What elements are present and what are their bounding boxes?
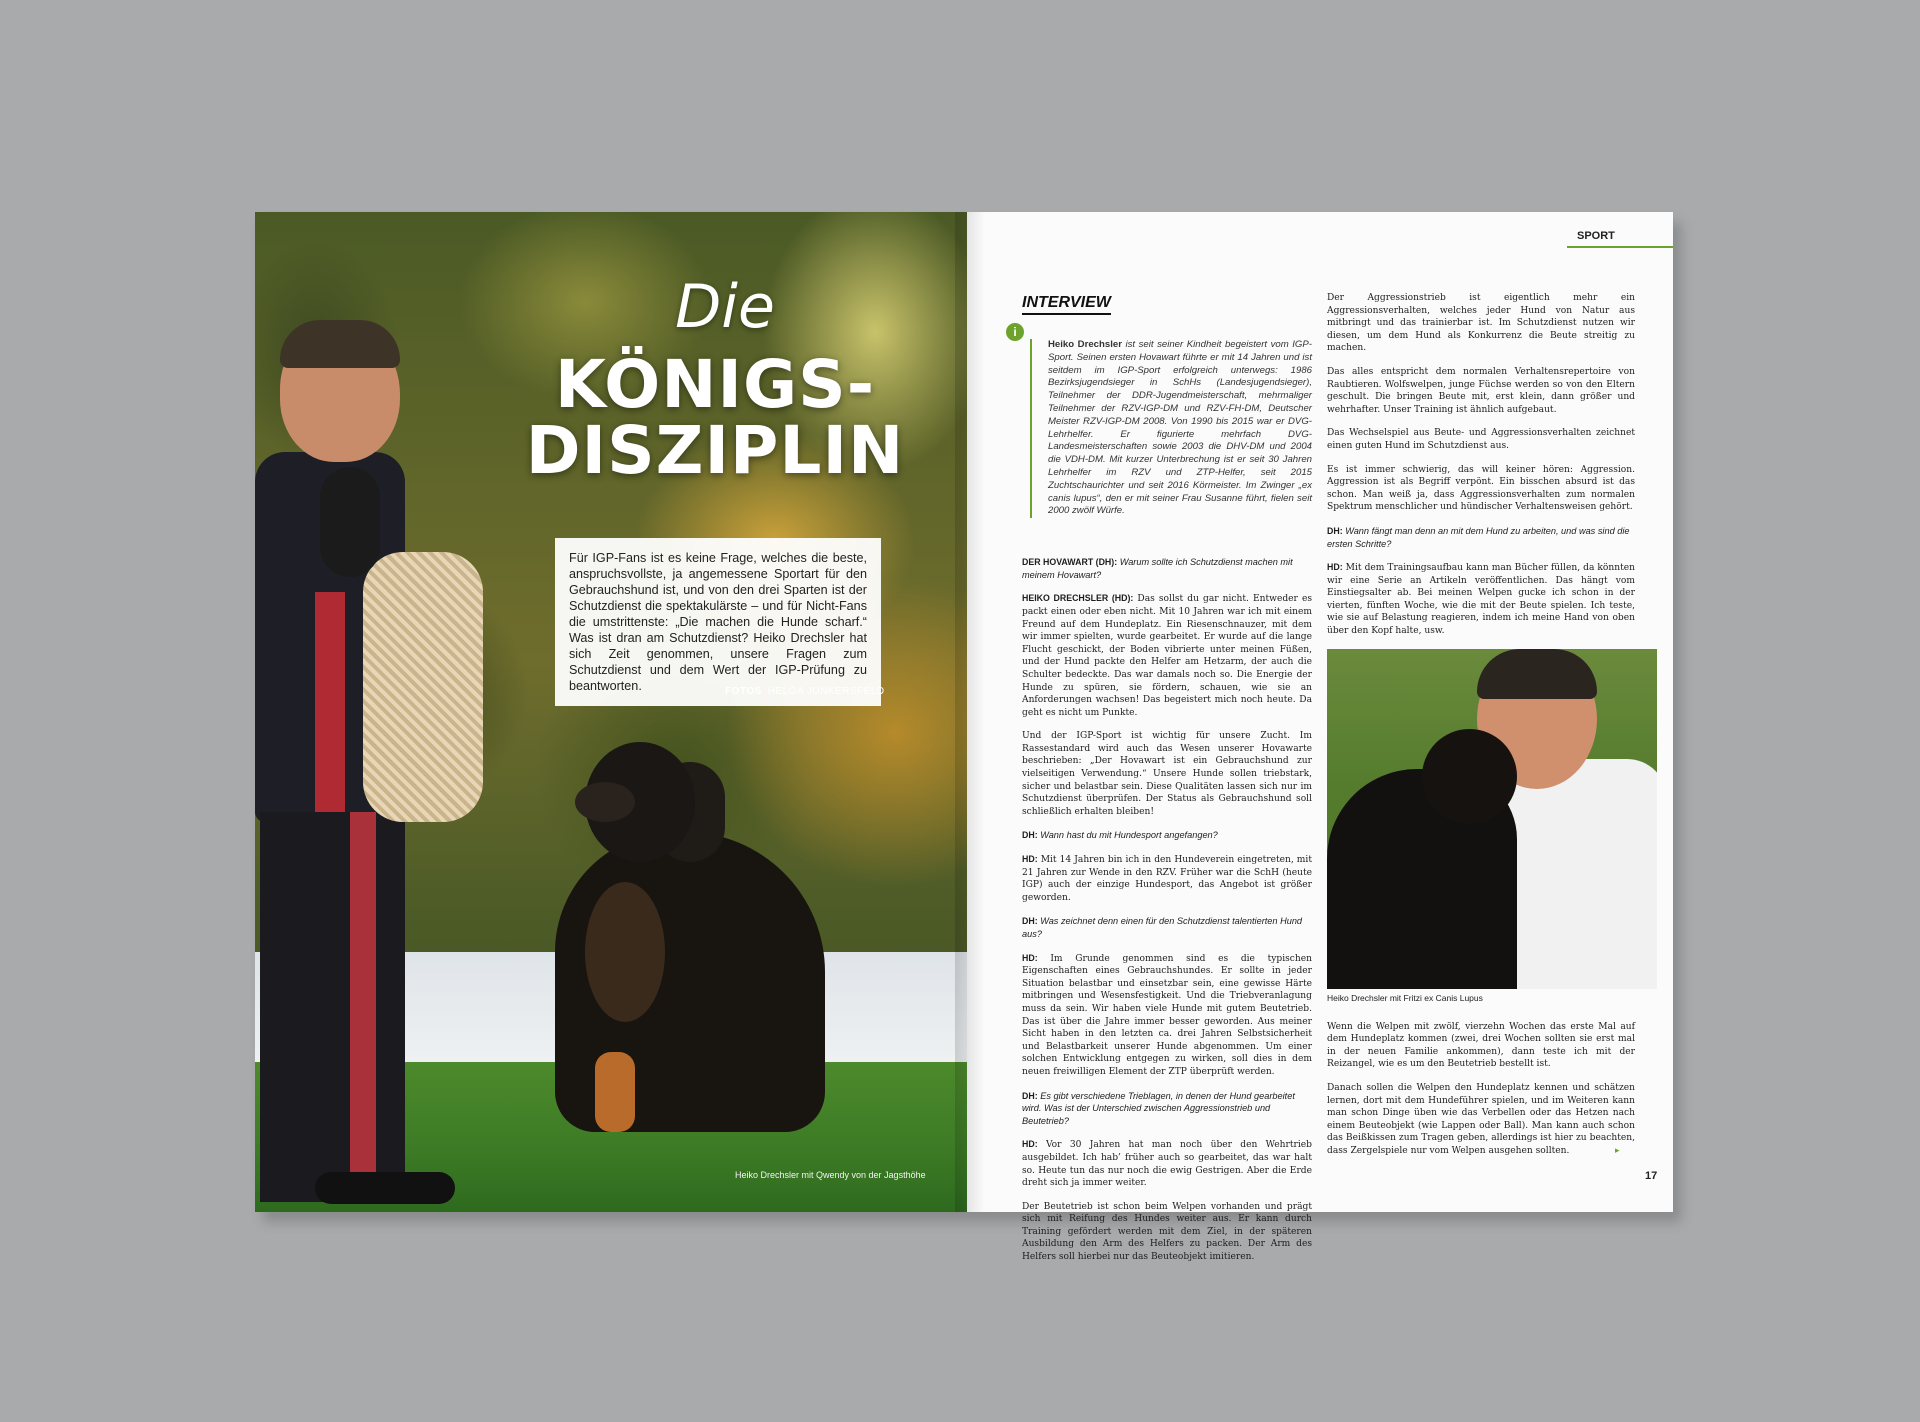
- question-5: [1327, 525, 1635, 550]
- question-1: [1022, 556, 1312, 581]
- dog-leg: [595, 1052, 635, 1132]
- trainer-figure: [255, 312, 485, 1172]
- photo-caption-right: Heiko Drechsler mit Fritzi ex Canis Lupus: [1327, 992, 1483, 1003]
- section-label: SPORT: [1577, 230, 1615, 242]
- paragraph: Wenn die Welpen mit zwölf, vierzehn Wochen das erste Mal auf dem Hundeplatz kommen (zwei, drei Wochen sollten sie erst mal in der neuen Familie ankommen), dann teste ich mit der Reizangel, wie es um den Beutetrieb bestellt ist.: [1327, 1021, 1635, 1070]
- photo-caption-left: Heiko Drechsler mit Qwendy von der Jagsthöhe: [735, 1170, 926, 1180]
- bio-text: [1048, 339, 1312, 518]
- question-4: [1022, 1090, 1312, 1128]
- bite-sleeve: [363, 552, 483, 822]
- speaker: HD:: [1327, 562, 1343, 573]
- answer-4: [1022, 1138, 1312, 1189]
- answer-1: [1022, 592, 1312, 719]
- interview-photo: [1327, 649, 1657, 989]
- answer-text: Mit 14 Jahren bin ich in den Hundeverein eingetreten, mit 21 Jahren zur Wende in den RZV. Früher war die SchH (heute IGP) auch der einzige Hundesport, das Angebot ist größer geworden.: [1022, 855, 1312, 903]
- answer-5: [1327, 561, 1635, 638]
- speaker: DH:: [1327, 525, 1343, 536]
- question-2: [1022, 829, 1312, 842]
- trainer-shoe: [315, 1172, 455, 1204]
- speaker: DER HOVAWART (DH):: [1022, 557, 1118, 568]
- question-text: Wann fängt man denn an mit dem Hund zu arbeiten, und was sind die ersten Schritte?: [1327, 525, 1630, 549]
- page-gutter: [955, 212, 985, 1212]
- info-box: [1013, 325, 1312, 518]
- interview-heading: INTERVIEW: [1022, 294, 1111, 315]
- answer-3: [1022, 952, 1312, 1079]
- paragraph: Der Aggressionstrieb ist eigentlich mehr ein Aggressionsverhalten, welches jeder Hund von Natur aus mitbringt und das trainierbar ist. Im Schutzdienst nutzen wir diesen, um dem Hund als Konkurrenz die Beute streitig zu machen.: [1327, 293, 1635, 354]
- left-page-photo: [255, 212, 967, 1212]
- speaker: HEIKO DRECHSLER (HD):: [1022, 593, 1134, 604]
- speaker: HD:: [1022, 854, 1038, 865]
- info-icon: i: [1006, 323, 1024, 341]
- paragraph: Der Beutetrieb ist schon beim Welpen vorhanden und prägt sich mit Reifung des Hundes weiter aus. Er kann durch Training gefördert werden mit dem Ziel, in der späteren Ausbildung den Arm des Helfers zu packen. Der Arm des Helfers soll hierbei nur das Beuteobjekt imitieren.: [1022, 1201, 1312, 1263]
- answer-text: Im Grunde genommen sind es die typischen Eigenschaften eines Gebrauchshundes. Er sollte in jeder Situation belastbar und einsetzbar sein, eine gewisse Härte mitbringen und Wesensfestigkeit. Und die Triebveranlagung muss da sein. Wir haben viele Hunde mit gutem Beutetrieb. Das ist über die Jahre immer besser geworden. Aus meiner Sicht haben in den letzten ca. drei Jahren Selbstsicherheit und Belastbarkeit unserer Hunde abgenommen. Um einer solchen Entwicklung entgegen zu wirken, soll dies in dem neuen freiwilligen Element der ZTP überprüft werden.: [1022, 953, 1312, 1077]
- page-title: [465, 346, 965, 489]
- question-text: Warum sollte ich Schutzdienst machen mit meinem Hovawart?: [1022, 557, 1293, 580]
- bite-pad: [320, 467, 380, 577]
- section-rule: [1567, 246, 1673, 248]
- vest-stripe: [315, 592, 345, 832]
- bio-name: Heiko Drechsler: [1048, 339, 1122, 350]
- question-3: [1022, 915, 1312, 940]
- speaker: HD:: [1022, 952, 1038, 963]
- text-column-1: [1013, 292, 1312, 1275]
- page-number: 17: [1645, 1170, 1658, 1182]
- answer-text: Das sollst du gar nicht. Entweder es packt einen oder eben nicht. Mit 10 Jahren war ich mit einem Freund auf dem Hundeplatz. Ein Riesenschnauzer, mit dem wir immer spielten, wurde gearbeitet. Er wurde auf die lange Flucht geschickt, der Boden vibrierte unter meinen Füßen, und der Hund packte den Helfer am Hetzarm, der auch die Schulter bedeckte. Das war damals noch so. Die Energie der Hunde zu spüren, sie fördern, schauen, wie sie an Anforderungen wachsen! Das begeistert mich noch heute. Da geht es nicht um Punkte.: [1022, 594, 1312, 718]
- answer-text: Mit dem Trainingsaufbau kann man Bücher füllen, da könnten wir eine Serie an Artikeln veröffentlichen. Das hängt vom Einstiegsalter ab. Bei meinen Welpen gucke ich schon in der vierten, fünften Woche, wie die mit der Beute spielen. Ich teste, wie sie auf Belastung reagieren, indem ich meine Hand von oben über den Kopf halte, usw.: [1327, 563, 1635, 637]
- trainer-pants: [260, 812, 405, 1202]
- answer-text: Vor 30 Jahren hat man noch über den Wehrtrieb ausgebildet. Ich hab’ früher auch so gearbeitet, das war halt so. Heute tun das nur noch die ewig Gestrigen. Aber die Erde dreht sich ja immer weiter.: [1022, 1140, 1312, 1189]
- dog-snout: [575, 782, 635, 822]
- question-text: Wann hast du mit Hundesport angefangen?: [1037, 830, 1218, 841]
- dog-chest: [585, 882, 665, 1022]
- pants-stripe: [350, 812, 376, 1202]
- photo-man-hair: [1477, 649, 1597, 699]
- hovawart-dog: [555, 722, 835, 1122]
- speaker: DH:: [1022, 916, 1038, 927]
- magazine-spread: [255, 212, 1673, 1263]
- paragraph: Und der IGP-Sport ist wichtig für unsere Zucht. Im Rassestandard wird auch das Wesen unserer Hovawarte beschrieben: „Der Hovawart ist ein Gebrauchshund zur vielseitigen Verwendung.“ Unsere Hunde sollen triebstark, sicher und belastbar sein. Diese Qualitäten lassen sich nur im Schutzdienst überprüfen. Der Status als Gebrauchshund soll schließlich erhalten bleiben!: [1022, 731, 1312, 817]
- title-line-1: KÖNIGS-: [554, 346, 876, 423]
- question-text: Es gibt verschiedene Trieblagen, in denen der Hund gearbeitet wird. Was ist der Unterschied zwischen Aggressionstrieb und Beutetrieb?: [1022, 1090, 1295, 1126]
- speaker: DH:: [1022, 830, 1038, 841]
- credit-name: HELGA JUNKERSFELD: [767, 686, 885, 697]
- text-column-2: [1327, 292, 1635, 1169]
- paragraph: Das alles entspricht dem normalen Verhaltensrepertoire von Raubtieren. Wolfswelpen, junge Füchse werden so von den Eltern geschult. Die bringen Beute mit, erst klein, dann größer und wehrhafter. Unser Training ist ähnlich aufgebaut.: [1327, 366, 1635, 415]
- answer-2: [1022, 853, 1312, 904]
- bio-body: ist seit seiner Kindheit begeistert vom IGP-Sport. Seinen ersten Hovawart führte er mit 14 Jahren und ist seitdem im IGP-Sport erfolgreich unterwegs: 1986 Bezirksjugendsieger in SchHs (Landesjugendsieger), Teilnehmer der DDR-Jugendmeisterschaft, mehrmaliger Teilnehmer der RZV-IGP-DM und RZV-FH-DM, Deutscher Meister RZV-IGP-DM 2008. Von 1990 bis 2015 war er DVG-Lehrhelfer. Er figurierte mehrfach DVG-Landesmeisterschaften sowie 2003 die DHV-DM und 2004 die VDH-DM. Mit kurzer Unterbrechung ist er seit 30 Jahren Lehrhelfer im RZV und ZTP-Helfer, seit 2015 Zuchtschaurichter und seit 2016 Körmeister. Im Zwinger „ex canis lupus“, den er mit seiner Frau Susanne führt, fielen seit 2000 zwölf Würfe.: [1048, 339, 1312, 517]
- title-line-2: DISZIPLIN: [525, 412, 905, 489]
- right-page: [967, 212, 1673, 1263]
- photo-credit: [725, 686, 925, 697]
- photo-dog-head: [1422, 729, 1517, 824]
- continue-arrow-icon: ▸: [1615, 1146, 1620, 1156]
- speaker: DH:: [1022, 1090, 1038, 1101]
- trainer-hair: [280, 320, 400, 368]
- title-small: Die: [675, 272, 775, 342]
- question-text: Was zeichnet denn einen für den Schutzdienst talentierten Hund aus?: [1022, 916, 1303, 939]
- paragraph: Danach sollen die Welpen den Hundeplatz kennen und schätzen lernen, dort mit dem Hundeführer spielen, und im Weiteren kann man schon Dinge üben wie das Verbellen oder das Hetzen nach einem Beuteobjekt (wie Lappen oder Ball). Man kann auch schon das Beißkissen zum Tragen geben, allerdings ist hier zu beachten, dass Zergelspiele nur vom Welpen ausgehen sollten.: [1327, 1083, 1635, 1156]
- lead-paragraph: Für IGP-Fans ist es keine Frage, welches die beste, anspruchsvollste, ja angemessene Sportart für den Gebrauchshund ist, und von den drei Sparten ist der Schutzdienst die spektakulärste – und für Nicht-Fans die umstrittenste: „Die machen die Hunde scharf.“ Was ist dran am Schutzdienst? Heiko Drechsler hat sich Zeit genommen, unsere Fragen zum Schutzdienst und dem Wert der IGP-Prüfung zu beantworten.: [555, 538, 881, 706]
- speaker: HD:: [1022, 1139, 1038, 1150]
- paragraph: Es ist immer schwierig, das will keiner hören: Aggression. Aggression ist als Begriff verpönt. Ein bisschen absurd ist das schon. Man weiß ja, dass Aggressionsverhalten zum normalen Spektrum menschlicher und hündischer Verhaltensweisen gehört.: [1327, 464, 1635, 513]
- credit-label: FOTOS: [725, 686, 762, 697]
- paragraph: Das Wechselspiel aus Beute- und Aggressionsverhalten zeichnet einen guten Hund im Schutzdienst aus.: [1327, 428, 1635, 451]
